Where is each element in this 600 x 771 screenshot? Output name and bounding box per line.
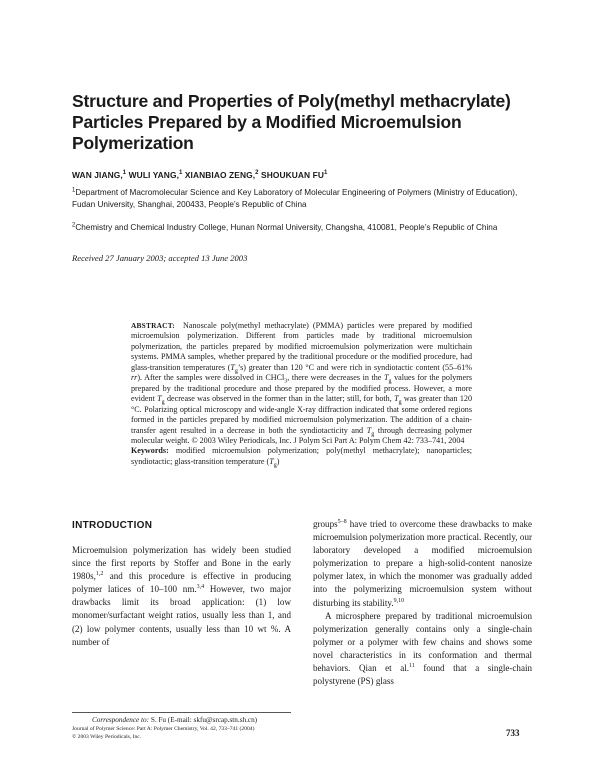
paragraph: Microemulsion polymerization has widely been studied since the first reports by Stoffer and Bone in the early 1980s,$^{1,2}$ and this procedure is effective in producing polymer latices of 10–100 nm.$^{3,4}$ However, two major drawbacks limit its broad application: (1) low monomer/surfactant weight ratios, usually less than 1, and (2) low polymer contents, usually less than 10 wt %. A number of bbox=[72, 545, 291, 647]
author-affil-mark: 1 bbox=[122, 170, 127, 177]
affiliation-1: $^1$Department of Macromolecular Science and Key Laboratory of Molecular Engineering of Polymers (Ministry of Education), Fudan University, Shanghai, 200433, People’s Republic of China bbox=[72, 187, 518, 209]
correspondence-footnote: Correspondence to: S. Fu (E-mail: skfu@srcap.stn.sh.cn) bbox=[92, 716, 258, 724]
author-name: SHOUKUAN FU bbox=[261, 170, 324, 180]
author-affil-mark: 1 bbox=[179, 170, 183, 177]
right-column bbox=[313, 518, 532, 688]
paragraph: groups$^{5-8}$ have tried to overcome these drawbacks to make microemulsion polymerization more practical. Recently, our laboratory developed a modified microemulsion polymerization to prepare a high-solid-content nanosize polymer latex, in which the monomer was gradually added into the polymerizing microemulsion system without disturbing its stability.$^{9,10}$ bbox=[313, 518, 532, 608]
author-affil-mark: 1 bbox=[324, 170, 328, 177]
copyright-notice: © 2003 Wiley Periodicals, Inc. bbox=[72, 733, 142, 740]
paragraph: A microsphere prepared by traditional microemulsion polymerization generally contains only a single-chain polymer or a polymer with few chains and shows some novel characteristics in its conformation and thermal behaviors. Qian et al.$^{11}$ found that a single-chain polystyrene (PS) glass bbox=[313, 610, 533, 687]
author-name: WAN JIANG, bbox=[72, 170, 123, 180]
keywords-label: Keywords: bbox=[131, 446, 169, 456]
received-dates: Received 27 January 2003; accepted 13 June 2003 bbox=[72, 253, 248, 263]
footnote-divider bbox=[72, 712, 291, 713]
author-list bbox=[72, 170, 327, 180]
abstract-label: ABSTRACT: bbox=[131, 321, 175, 330]
journal-citation: Journal of Polymer Science: Part A: Polymer Chemistry, Vol. 42, 733–741 (2004) bbox=[72, 726, 255, 732]
journal-footnote bbox=[72, 726, 312, 741]
keywords-text: modified microemulsion polymerization; poly(methyl methacrylate); nanoparticles; syndiotactic; glass-transition temperature ( bbox=[131, 446, 472, 466]
author-affil-mark: 2 bbox=[255, 170, 259, 177]
author-name: XIANBIAO ZENG, bbox=[184, 170, 256, 180]
paper-title: Structure and Properties of Poly(methyl methacrylate) Particles Prepared by a Modified Microemulsion Polymerization bbox=[72, 91, 511, 153]
page-number: 733 bbox=[506, 728, 520, 738]
author-name: WULI YANG, bbox=[128, 170, 179, 180]
left-column bbox=[72, 544, 291, 649]
section-heading-introduction: INTRODUCTION bbox=[72, 520, 153, 531]
affiliation-2: $^2$Chemistry and Chemical Industry College, Hunan Normal University, Changsha, 410081, People’s Republic of China bbox=[72, 222, 498, 232]
abstract: ABSTRACT: Nanoscale poly(methyl methacrylate) (PMMA) particles were prepared by modified microemulsion polymerization. Different from particles made by traditional microemulsion polymerization, the particles prepared by modified microemulsion polymerization were multichain systems. PMMA samples, whether prepared by the traditional procedure or the modified procedure, had glass-transition temperatures $(T_g’s)$ greater than 120 °C and were rich in syndiotactic content (55–61% rr). After the samples were dissolved in CHCl$_3$, there were decreases in the $T_g$ values for the polymers prepared by the traditional procedure and those prepared by the modified process. However, a more evident $T_g$ decrease was observed in the former than in the latter; still, for both, $T_g$ was greater than 120 °C. Polarizing optical microscopy and wide-angle X-ray diffraction indicated that some ordered regions formed in the particles prepared by modified microemulsion polymerization. The addition of a chain-transfer agent resulted in a decrease in both the syndiotacticity and $T_g$ through decreasing polymer molecular weight. © 2003 Wiley Periodicals, Inc. J Polym Sci Part A: Polym Chem 42: 733–741, 2004 Keywords: modified microemulsion polymerization; poly(methyl methacrylate); nanoparticles; syndiotactic; glass-transition temperature $(T_g)$ bbox=[131, 321, 472, 469]
